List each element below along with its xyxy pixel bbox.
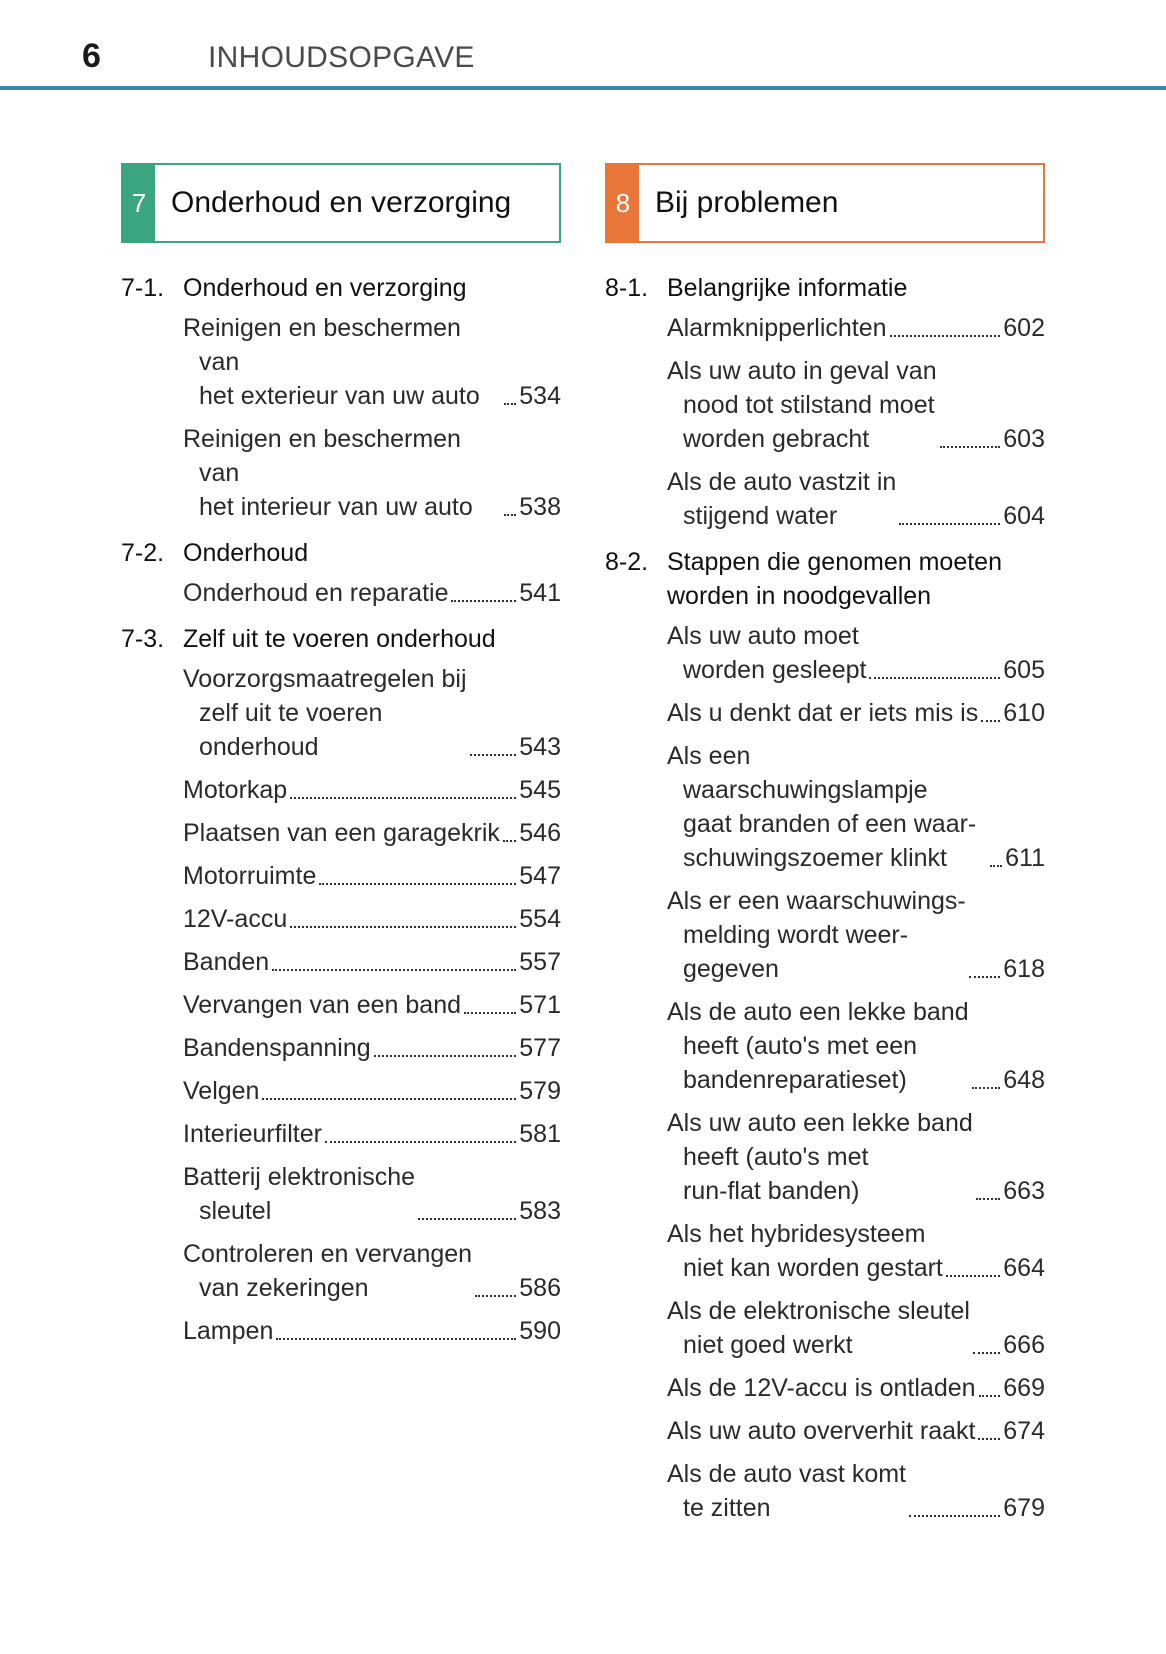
toc-entry[interactable] — [183, 1237, 561, 1305]
toc-entry[interactable] — [183, 1117, 561, 1151]
dot-leader — [909, 1515, 1000, 1517]
subsection-heading[interactable] — [121, 622, 561, 656]
toc-entry-text: Als uw auto moet worden gesleept — [667, 622, 867, 684]
dot-leader — [972, 1087, 1001, 1089]
toc-page-number: 546 — [519, 819, 561, 847]
toc-page-number: 602 — [1003, 314, 1045, 342]
toc-entry-text: Als de auto vast komt te zitten — [667, 1460, 907, 1522]
dot-leader — [981, 720, 1000, 722]
toc-entry[interactable] — [183, 1160, 561, 1228]
page-number: 6 — [82, 37, 101, 75]
dot-leader — [325, 1141, 516, 1143]
toc-page-number: 579 — [519, 1077, 561, 1105]
toc-entry-text: Als er een waarschuwings- melding wordt weer- gegeven — [667, 887, 966, 983]
toc-page-number: 603 — [1003, 425, 1045, 453]
dot-leader — [464, 1012, 516, 1014]
page-header-title: INHOUDSOPGAVE — [208, 41, 475, 74]
toc-entry-text: Als de elektronische sleutel niet goed werkt — [667, 1297, 970, 1359]
toc-page-number: 583 — [519, 1197, 561, 1225]
section-7-column — [121, 163, 561, 1360]
dot-leader — [504, 514, 516, 516]
toc-entry[interactable] — [183, 902, 561, 936]
toc-page-number: 577 — [519, 1034, 561, 1062]
toc-entry[interactable] — [183, 859, 561, 893]
toc-entry[interactable] — [667, 311, 1045, 345]
toc-page-number: 538 — [519, 493, 561, 521]
toc-entry-text: Als uw auto oververhit raakt — [667, 1417, 976, 1445]
dot-leader — [319, 883, 516, 885]
toc-entry-text: Batterij elektronische sleutel — [183, 1163, 416, 1225]
toc-entry-text: Motorkap — [183, 776, 288, 804]
section-header-box — [605, 163, 1045, 243]
toc-page-number: 590 — [519, 1317, 561, 1345]
dot-leader — [890, 335, 1001, 337]
toc-entry[interactable] — [183, 1314, 561, 1348]
toc-page-number: 547 — [519, 862, 561, 890]
toc-entry[interactable] — [667, 1371, 1045, 1405]
section-8-column — [605, 163, 1045, 1537]
toc-entry[interactable] — [183, 773, 561, 807]
section-number: 8 — [607, 165, 639, 241]
toc-entry-text: Plaatsen van een garagekrik — [183, 819, 500, 847]
toc-entry-text: Reinigen en beschermen van het interieur van uw auto — [183, 425, 473, 521]
toc-entry[interactable] — [667, 1414, 1045, 1448]
toc-page-number: 557 — [519, 948, 561, 976]
toc-entry-text: Als een waarschuwingslampje gaat branden of een waar- schuwingszoemer klinkt — [667, 742, 977, 872]
dot-leader — [272, 969, 516, 971]
toc-page-number: 610 — [1003, 699, 1045, 727]
dot-leader — [979, 1395, 1001, 1397]
toc-entry-text: Als uw auto in geval van nood tot stilstand moet worden gebracht — [667, 357, 937, 453]
dot-leader — [374, 1055, 517, 1057]
toc-entry-list — [605, 619, 1045, 1525]
toc-entry[interactable] — [183, 1074, 561, 1108]
toc-entry-text: 12V-accu — [183, 905, 288, 933]
toc-page-number: 664 — [1003, 1254, 1045, 1282]
subsection-number: 7-1. — [121, 274, 165, 302]
dot-leader — [470, 754, 517, 756]
toc-entry[interactable] — [183, 816, 561, 850]
toc-page-number: 605 — [1003, 656, 1045, 684]
toc-entry-list — [121, 311, 561, 524]
toc-entry[interactable] — [183, 945, 561, 979]
toc-entry-text: Vervangen van een band — [183, 991, 462, 1019]
dot-leader — [969, 976, 1001, 978]
dot-leader — [276, 1338, 516, 1340]
toc-entry[interactable] — [667, 739, 1045, 875]
subsection-heading[interactable] — [121, 536, 561, 570]
toc-entry-text: Onderhoud en reparatie — [183, 579, 449, 607]
dot-leader — [290, 797, 516, 799]
toc-entry-text: Lampen — [183, 1317, 274, 1345]
toc-entry-text: Controleren en vervangen van zekeringen — [183, 1240, 473, 1302]
subsection-heading[interactable] — [121, 271, 561, 305]
toc-entry-text: Reinigen en beschermen van het exterieur van uw auto — [183, 314, 480, 410]
toc-entry-text: Als de 12V-accu is ontladen — [667, 1374, 976, 1402]
toc-entry[interactable] — [667, 619, 1045, 687]
toc-entry[interactable] — [667, 354, 1045, 456]
toc-entry-text: Banden — [183, 948, 270, 976]
subsection-number: 8-2. — [605, 548, 649, 576]
dot-leader — [978, 1438, 1000, 1440]
toc-entry-text: Voorzorgsmaatregelen bij zelf uit te voeren onderhoud — [183, 665, 467, 761]
toc-page-number: 534 — [519, 382, 561, 410]
subsection-heading[interactable] — [605, 545, 1045, 613]
subsection-title[interactable]: Belangrijke informatie — [667, 274, 908, 302]
section-header-box — [121, 163, 561, 243]
section-title[interactable]: Bij problemen — [655, 186, 839, 219]
toc-entry-text: Bandenspanning — [183, 1034, 371, 1062]
toc-entry[interactable] — [667, 1217, 1045, 1285]
toc-entry[interactable] — [183, 311, 561, 413]
subsection-title[interactable]: Stappen die genomen moeten worden in noodgevallen — [667, 548, 1002, 610]
dot-leader — [503, 840, 516, 842]
dot-leader — [899, 523, 1000, 525]
dot-leader — [973, 1352, 1000, 1354]
subsection-title[interactable]: Zelf uit te voeren onderhoud — [183, 625, 496, 653]
dot-leader — [262, 1098, 516, 1100]
toc-entry-text: Als u denkt dat er iets mis is — [667, 699, 979, 727]
toc-page-number: 611 — [1005, 844, 1045, 872]
toc-page-number: 648 — [1003, 1066, 1045, 1094]
toc-entry-text: Alarmknipperlichten — [667, 314, 887, 342]
toc-page-number: 581 — [519, 1120, 561, 1148]
toc-page-number: 663 — [1003, 1177, 1045, 1205]
toc-entry[interactable] — [183, 988, 561, 1022]
toc-page-number: 571 — [519, 991, 561, 1019]
toc-entry[interactable] — [183, 662, 561, 764]
toc-entry-list — [121, 576, 561, 610]
toc-entry[interactable] — [183, 422, 561, 524]
toc-page-number: 679 — [1003, 1494, 1045, 1522]
header-rule — [0, 86, 1166, 90]
toc-page-number: 554 — [519, 905, 561, 933]
dot-leader — [504, 403, 516, 405]
subsection-number: 7-2. — [121, 539, 165, 567]
toc-page-number: 604 — [1003, 502, 1045, 530]
toc-page-number: 541 — [519, 579, 561, 607]
toc-page-number: 618 — [1003, 955, 1045, 983]
toc-entry[interactable] — [667, 1457, 1045, 1525]
toc-entry[interactable] — [667, 884, 1045, 986]
dot-leader — [290, 926, 516, 928]
toc-entry-list — [121, 662, 561, 1348]
toc-page-number: 674 — [1003, 1417, 1045, 1445]
toc-entry[interactable] — [667, 995, 1045, 1097]
section-title[interactable]: Onderhoud en verzorging — [171, 186, 512, 219]
toc-page-number: 669 — [1003, 1374, 1045, 1402]
toc-page-number: 666 — [1003, 1331, 1045, 1359]
toc-entry[interactable] — [667, 465, 1045, 533]
toc-entry-text: Als uw auto een lekke band heeft (auto's met run-flat banden) — [667, 1109, 973, 1205]
dot-leader — [946, 1275, 1000, 1277]
toc-entry-text: Als de auto een lekke band heeft (auto's met een bandenreparatieset) — [667, 998, 969, 1094]
toc-page-number: 543 — [519, 733, 561, 761]
toc-entry[interactable] — [183, 576, 561, 610]
toc-entry-text: Als het hybridesysteem niet kan worden gestart — [667, 1220, 943, 1282]
dot-leader — [418, 1218, 516, 1220]
toc-entry-text: Interieurfilter — [183, 1120, 322, 1148]
dot-leader — [475, 1295, 516, 1297]
section-number: 7 — [123, 165, 155, 241]
subsection-heading[interactable] — [605, 271, 1045, 305]
dot-leader — [976, 1198, 1001, 1200]
dot-leader — [869, 677, 1000, 679]
toc-page-number: 586 — [519, 1274, 561, 1302]
dot-leader — [451, 600, 516, 602]
toc-entry[interactable] — [667, 1106, 1045, 1208]
toc-entry-text: Velgen — [183, 1077, 260, 1105]
toc-entry-text: Motorruimte — [183, 862, 317, 890]
toc-entry[interactable] — [667, 1294, 1045, 1362]
toc-entry-list — [605, 311, 1045, 533]
toc-entry[interactable] — [667, 696, 1045, 730]
dot-leader — [940, 446, 1001, 448]
dot-leader — [990, 865, 1002, 867]
subsection-number: 7-3. — [121, 625, 165, 653]
toc-entry[interactable] — [183, 1031, 561, 1065]
subsection-number: 8-1. — [605, 274, 649, 302]
toc-entry-text: Als de auto vastzit in stijgend water — [667, 468, 897, 530]
subsection-title[interactable]: Onderhoud en verzorging — [183, 274, 467, 302]
subsection-title[interactable]: Onderhoud — [183, 539, 309, 567]
toc-page-number: 545 — [519, 776, 561, 804]
